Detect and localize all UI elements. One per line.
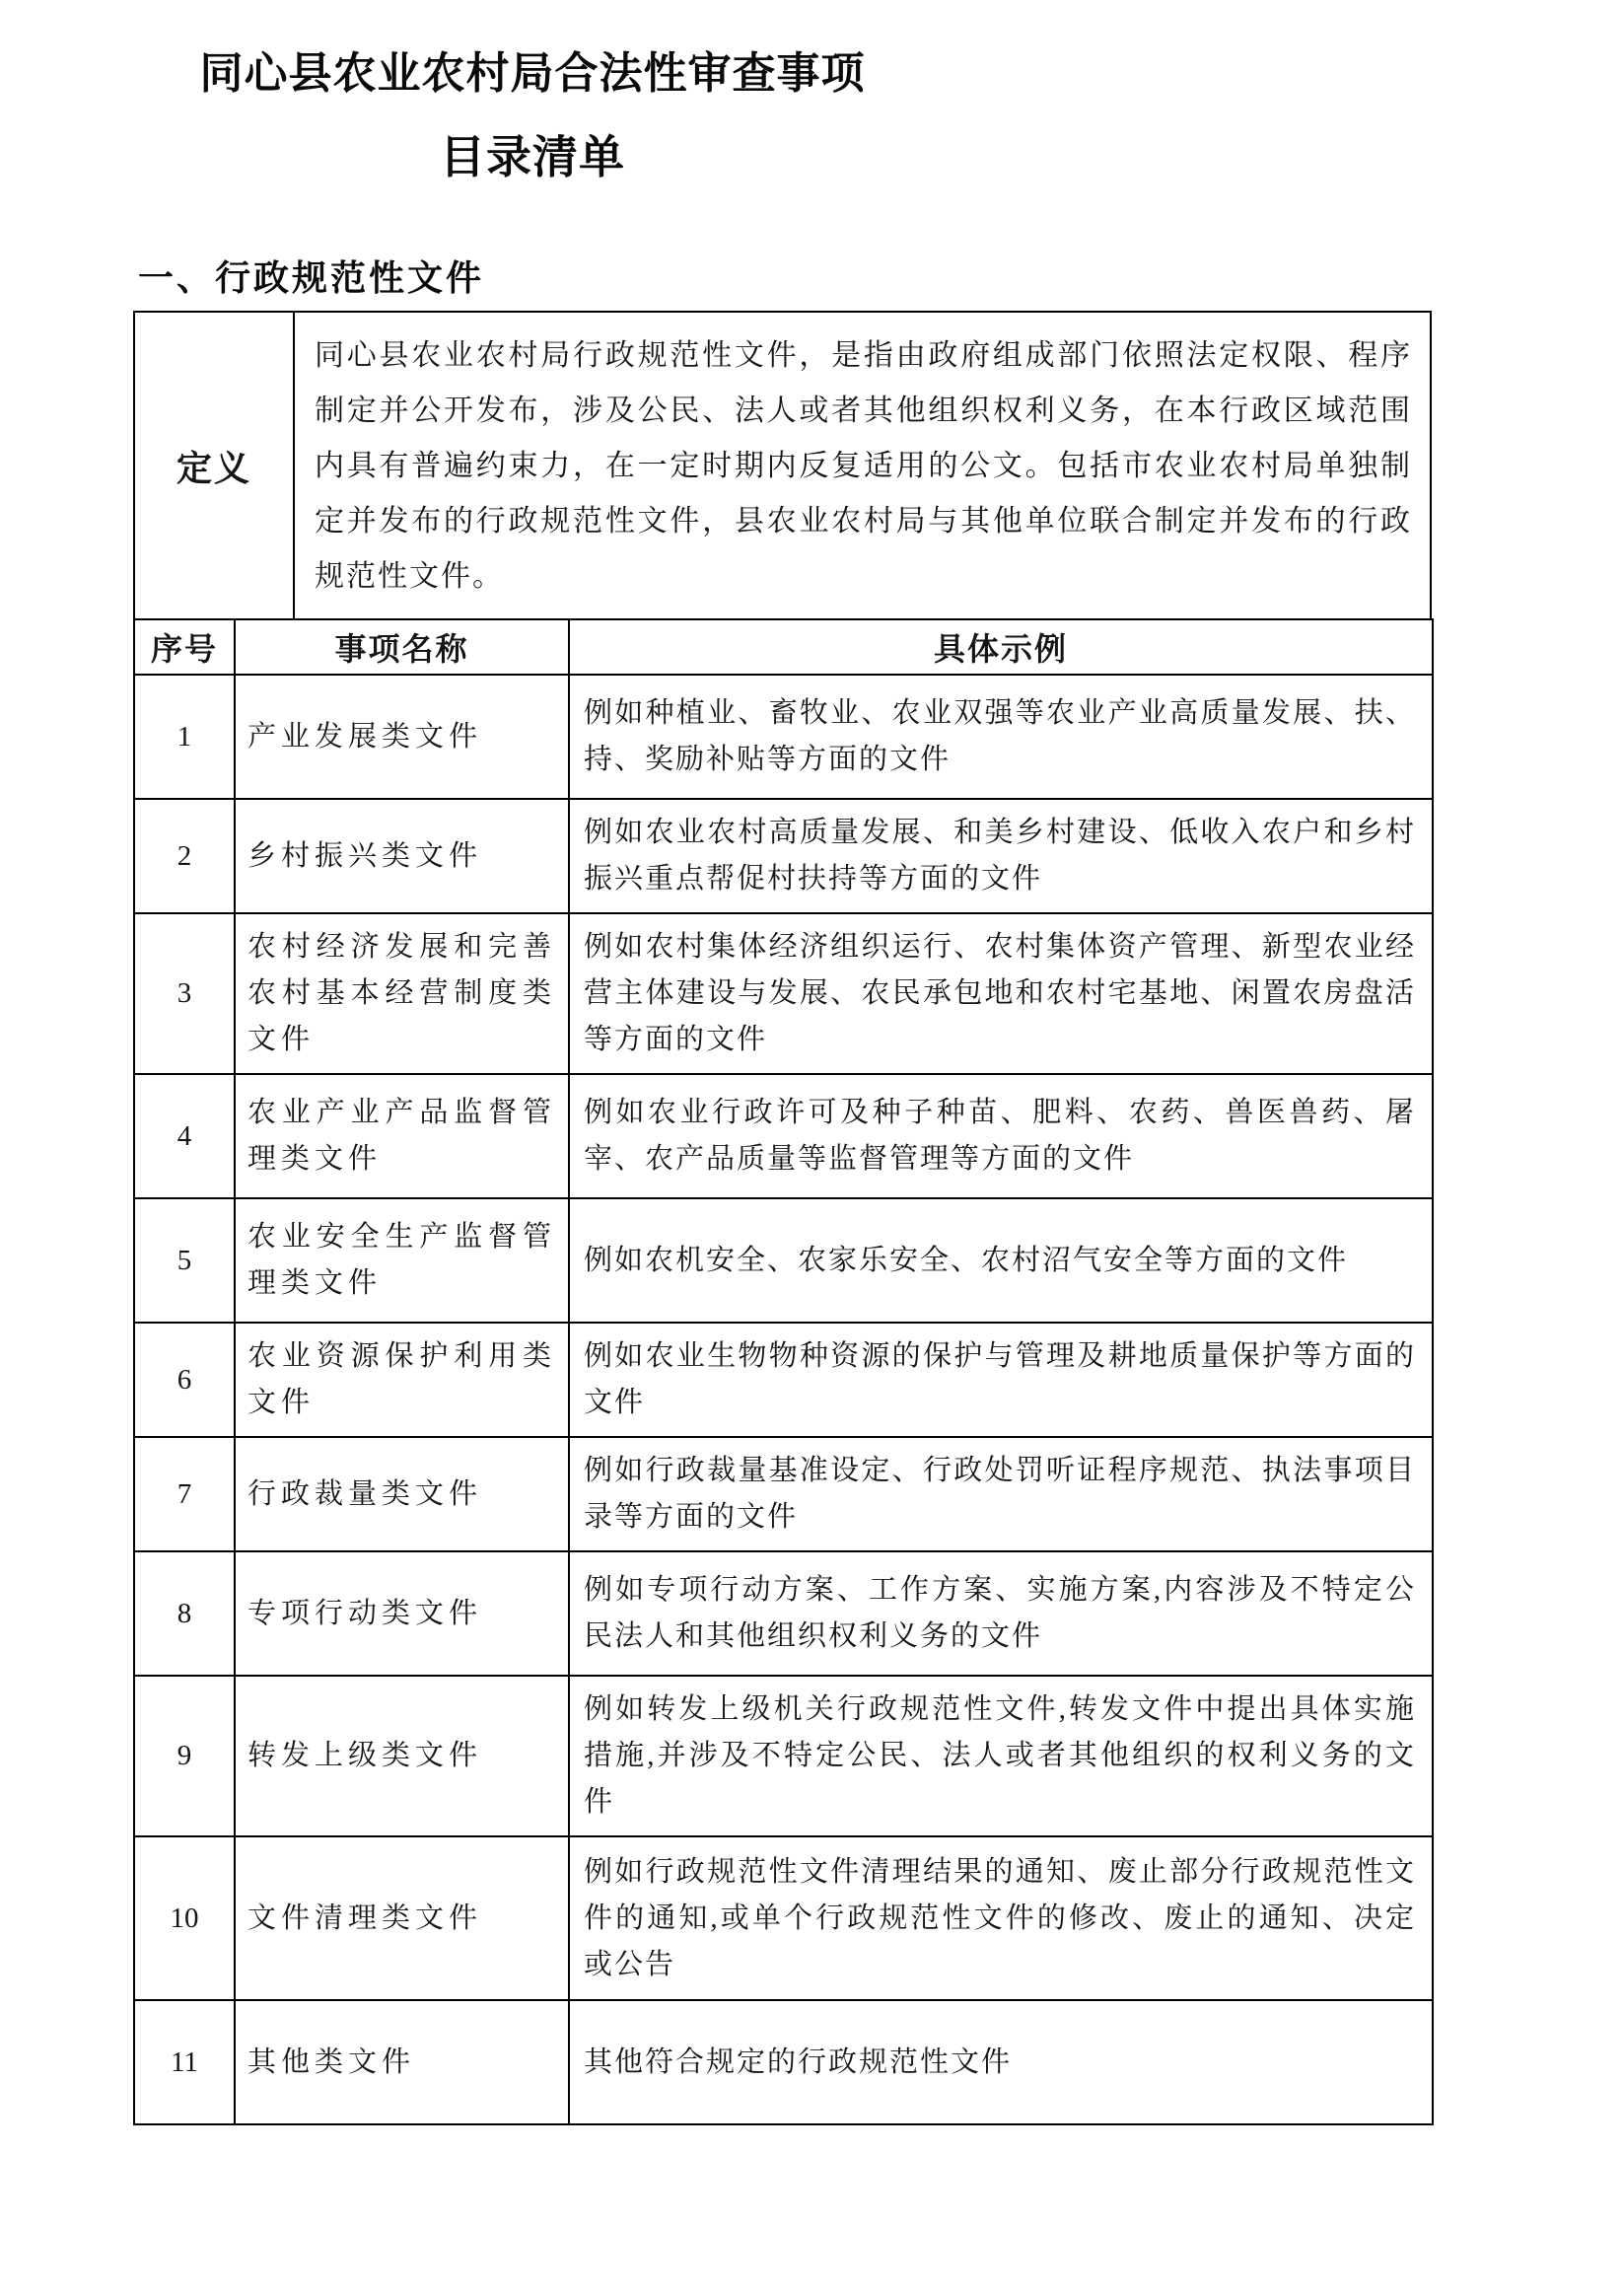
row-name: 转发上级类文件 [235,1676,569,1836]
table-row [134,1198,1433,1323]
table-row [134,1437,1433,1551]
table-row [134,1074,1433,1198]
document-title [0,41,1065,189]
row-name: 乡村振兴类文件 [235,799,569,913]
row-no: 8 [134,1551,235,1676]
table-row [134,913,1433,1074]
row-example: 例如行政裁量基准设定、行政处罚听证程序规范、执法事项目录等方面的文件 [569,1437,1433,1551]
table-row [134,1676,1433,1836]
row-name: 行政裁量类文件 [235,1437,569,1551]
row-name: 农业产业产品监督管理类文件 [235,1074,569,1198]
header-row [134,619,1433,675]
table-row [134,2000,1433,2124]
row-name: 农业资源保护利用类文件 [235,1323,569,1437]
page-title-line-2: 目录清单 [440,130,625,183]
row-name: 农业安全生产监督管理类文件 [235,1198,569,1323]
header-cell-example: 具体示例 [569,619,1433,675]
row-no: 1 [134,675,235,799]
row-example: 例如农机安全、农家乐安全、农村沼气安全等方面的文件 [569,1198,1433,1323]
row-no: 9 [134,1676,235,1836]
row-name: 专项行动类文件 [235,1551,569,1676]
row-no: 10 [134,1836,235,2000]
row-no: 11 [134,2000,235,2124]
header-cell-name: 事项名称 [235,619,569,675]
row-name: 产业发展类文件 [235,675,569,799]
header-cell-no: 序号 [134,619,235,675]
row-no: 7 [134,1437,235,1551]
table-row [134,799,1433,913]
row-no: 6 [134,1323,235,1437]
row-example: 例如农业生物物种资源的保护与管理及耕地质量保护等方面的文件 [569,1323,1433,1437]
row-example: 例如种植业、畜牧业、农业双强等农业产业高质量发展、扶、持、奖励补贴等方面的文件 [569,675,1433,799]
section-heading: 一、行政规范性文件 [138,258,485,299]
row-example: 例如专项行动方案、工作方案、实施方案,内容涉及不特定公民法人和其他组织权利义务的文件 [569,1551,1433,1676]
review-items-sheet [133,311,1432,2125]
table-row [134,1836,1433,2000]
row-no: 4 [134,1074,235,1198]
items-table [133,618,1434,2125]
row-name: 文件清理类文件 [235,1836,569,2000]
items-table-header [134,619,1433,675]
row-name: 农村经济发展和完善农村基本经营制度类文件 [235,913,569,1074]
row-no: 3 [134,913,235,1074]
page-title-line-1: 同心县农业农村局合法性审查事项 [199,48,866,99]
row-name: 其他类文件 [235,2000,569,2124]
table-row [134,1323,1433,1437]
row-example: 例如行政规范性文件清理结果的通知、废止部分行政规范性文件的通知,或单个行政规范性文件的修改、废止的通知、决定或公告 [569,1836,1433,2000]
row-example: 其他符合规定的行政规范性文件 [569,2000,1433,2124]
row-example: 例如农业农村高质量发展、和美乡村建设、低收入农户和乡村振兴重点帮促村扶持等方面的文件 [569,799,1433,913]
definition-text: 同心县农业农村局行政规范性文件，是指由政府组成部门依照法定权限、程序制定并公开发布，涉及公民、法人或者其他组织权利义务，在本行政区域范围内具有普遍约束力，在一定时期内反复适用的公文。包括市农业农村局单独制定并发布的行政规范性文件，县农业农村局与其他单位联合制定并发布的行政规范性文件。 [315,339,1412,593]
row-example: 例如农村集体经济组织运行、农村集体资产管理、新型农业经营主体建设与发展、农民承包地和农村宅基地、闲置农房盘活等方面的文件 [569,913,1433,1074]
definition-label: 定义 [135,313,295,618]
definition-row [133,311,1432,620]
table-row [134,1551,1433,1676]
row-no: 2 [134,799,235,913]
row-example: 例如转发上级机关行政规范性文件,转发文件中提出具体实施措施,并涉及不特定公民、法人或者其他组织的权利义务的文件 [569,1676,1433,1836]
row-no: 5 [134,1198,235,1323]
table-row [134,675,1433,799]
row-example: 例如农业行政许可及种子种苗、肥料、农药、兽医兽药、屠宰、农产品质量等监督管理等方面的文件 [569,1074,1433,1198]
